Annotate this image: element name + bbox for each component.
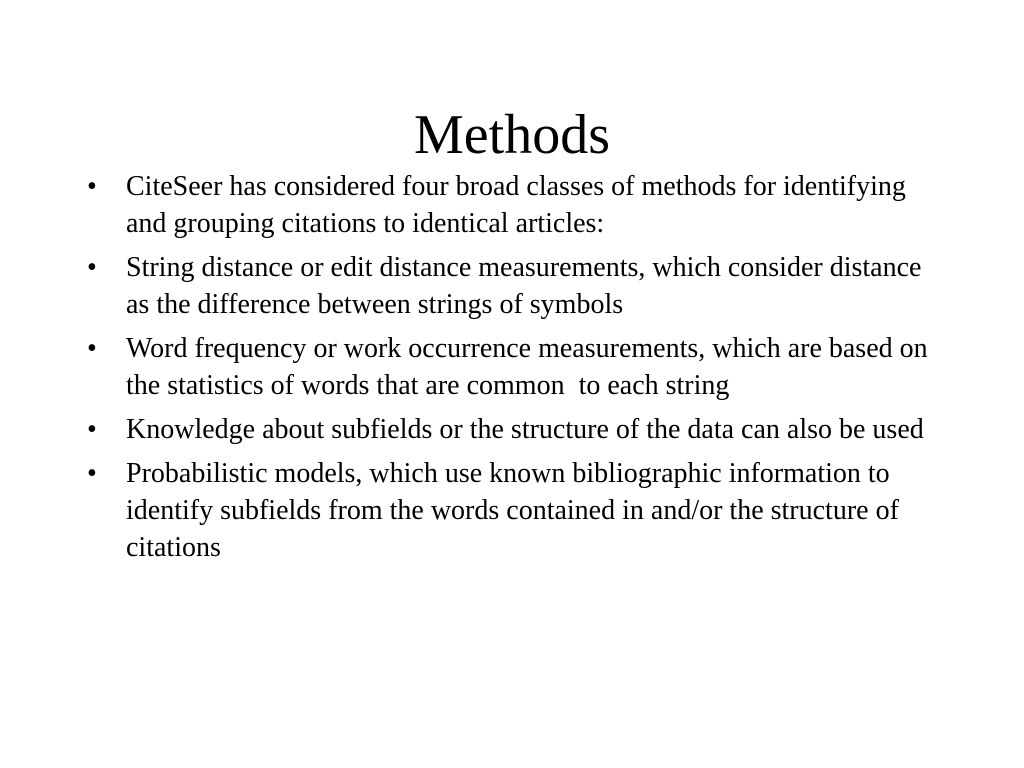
bullet-icon: • xyxy=(87,414,97,445)
bullet-item xyxy=(87,455,947,566)
bullet-icon: • xyxy=(87,458,97,489)
bullet-item xyxy=(87,330,947,404)
bullet-text: Word frequency or work occurrence measurements, which are based on the statistics of words that are common to each string xyxy=(126,333,935,401)
bullet-text: String distance or edit distance measurements, which consider distance as the difference between strings of symbols xyxy=(126,252,929,320)
bullet-item xyxy=(87,168,947,242)
bullet-text: Knowledge about subfields or the structure of the data can also be used xyxy=(126,414,924,445)
bullet-text: CiteSeer has considered four broad classes of methods for identifying and grouping citations to identical articles: xyxy=(126,171,913,239)
bullet-icon: • xyxy=(87,252,97,283)
bullet-text: Probabilistic models, which use known bibliographic information to identify subfields from the words contained in and/or the structure of citations xyxy=(126,458,906,563)
bullet-icon: • xyxy=(87,171,97,202)
bullet-list xyxy=(87,168,947,573)
bullet-icon: • xyxy=(87,333,97,364)
slide-title: Methods xyxy=(414,104,610,166)
bullet-item xyxy=(87,249,947,323)
bullet-item xyxy=(87,411,947,448)
